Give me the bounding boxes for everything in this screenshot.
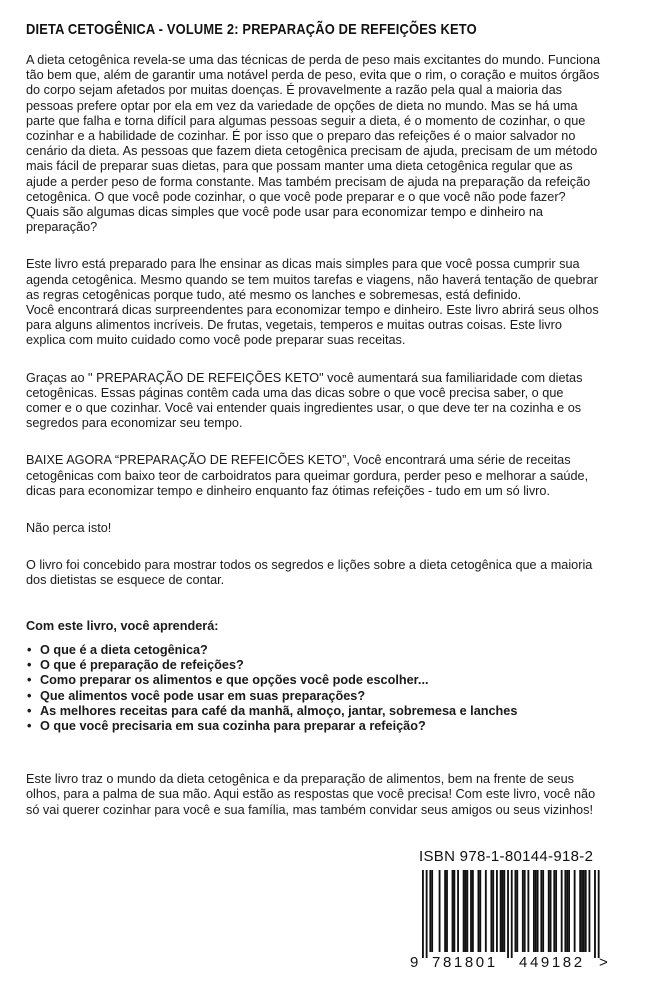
barcode-bar	[457, 870, 459, 952]
barcode-bar	[527, 870, 529, 952]
barcode-bar	[453, 870, 455, 952]
barcode-bar	[522, 870, 524, 952]
barcode-bar	[511, 870, 513, 958]
list-item: • Como preparar os alimentos e que opções você pode escolher...	[27, 673, 429, 688]
barcode-bar	[470, 870, 472, 952]
barcode-bar	[598, 870, 600, 958]
barcode-bar	[479, 870, 481, 952]
barcode-bar	[431, 870, 433, 952]
barcode-bar	[574, 870, 576, 952]
book-title: DIETA CETOGÊNICA - VOLUME 2: PREPARAÇÃO DE REFEIÇÕES KETO	[26, 21, 477, 38]
barcode-digits-right: 449182	[519, 954, 585, 971]
description-body	[26, 53, 601, 818]
barcode-digits-left: 781801	[432, 954, 498, 971]
barcode-bar	[429, 870, 431, 952]
barcode-bar	[492, 870, 494, 952]
barcode-bar	[561, 870, 563, 952]
barcode-bar	[553, 870, 555, 952]
paragraph-dont-miss: Não perca isto!	[26, 521, 112, 536]
barcode-bar	[594, 870, 596, 958]
bullet-icon: •	[27, 673, 32, 688]
paragraph-familiarity: Graças ao " PREPARAÇÃO DE REFEIÇÕES KETO" você aumentará sua familiaridade com dietas cetogênicas. Essas páginas contêm cada uma das dicas sobre o que você precisa saber, o que comer e o que cozinhar. Você vai entender quais ingredientes usar, o que deve ter na cozinha e os segredos para economizar seu tempo.	[26, 370, 583, 431]
learn-list	[26, 643, 601, 734]
barcode-bar	[516, 870, 518, 952]
list-item: • O que é a dieta cetogênica?	[27, 642, 208, 657]
bullet-icon: •	[27, 688, 32, 703]
isbn-label: ISBN 978-1-80144-918-2	[419, 848, 594, 865]
barcode-arrow: >	[599, 954, 608, 971]
barcode-bar	[485, 870, 487, 952]
barcode-bar	[585, 870, 587, 952]
barcode-bar	[426, 870, 428, 958]
barcode-bar	[422, 870, 424, 958]
barcode-bar	[550, 870, 552, 952]
paragraph-download-now: BAIXE AGORA “PREPARAÇÃO DE REFEICÕES KETO”, Você encontrará uma série de receitas cetogênicas com baixo teor de carboidratos para queimar gordura, perder peso e melhorar a saúde, dicas para economizar tempo e dinheiro enquanto faz ótimas refeições - tudo em um só livro.	[26, 453, 589, 498]
barcode-bar	[452, 870, 454, 952]
barcode-bar	[537, 870, 539, 952]
barcode-bar	[439, 870, 441, 952]
barcode-bar	[472, 870, 474, 952]
paragraph-intro: A dieta cetogênica revela-se uma das técnicas de perda de peso mais excitantes do mundo. Funciona tão bem que, além de garantir uma notável perda de peso, evita que o rim, o coração e muitos órgãos do corpo sejam afetados por muitas doenças. É provavelmente a razão pela qual a maioria das pessoas prefere optar por ela em vez da variedade de opções de dieta no mundo. Mas se há uma parte que falha e torna difícil para algumas pessoas seguir a dieta, é o momento de cozinhar, o que cozinhar e a habilidade de cozinhar. É por isso que o preparo das refeições é o maior salvador no cenário da dieta. As pessoas que fazem dieta cetogênica precisam de ajuda, precisam de um método mais fácil de preparar suas dietas, para que possam manter uma dieta cetogênica regular que as ajude a perder peso de forma constante. Mas também precisam de ajuda na preparação da refeição cetogênica. O que você pode cozinhar, o que você pode preparar e o que você não pode fazer? Quais são algumas dicas simples que você pode usar para economizar tempo e dinheiro na preparação?	[26, 53, 601, 235]
list-item: • As melhores receitas para café da manhã, almoço, jantar, sobremesa e lanches	[27, 703, 518, 718]
barcode-bar	[478, 870, 480, 952]
barcode-bar	[500, 870, 502, 952]
barcode-bar	[540, 870, 542, 952]
barcode-bar	[496, 870, 498, 952]
bullet-icon: •	[27, 658, 32, 673]
isbn-barcode	[409, 868, 611, 971]
barcode-bar	[579, 870, 581, 952]
barcode-bar	[463, 870, 465, 952]
barcode-bar	[548, 870, 550, 952]
barcode-bar	[542, 870, 544, 952]
barcode-bar	[524, 870, 526, 952]
barcode-bar	[503, 870, 505, 952]
barcode-bar	[533, 870, 535, 952]
barcode-bar	[502, 870, 504, 952]
barcode-bar	[515, 870, 517, 952]
barcode-bar	[535, 870, 537, 952]
bullet-icon: •	[27, 642, 32, 657]
paragraph-closing: Este livro traz o mundo da dieta cetogênica e da preparação de alimentos, bem na frente de seus olhos, para a palma de sua mão. Aqui estão as respostas que você precisa! Com este livro, você não só vai querer cozinhar para você e sua família, mas também convidar seus amigos ou seus vizinhos!	[26, 772, 596, 817]
list-item: • O que você precisaria em sua cozinha para preparar a refeição?	[27, 718, 426, 733]
bullet-icon: •	[27, 703, 32, 718]
paragraph-book-purpose: Este livro está preparado para lhe ensinar as dicas mais simples para que você possa cumprir sua agenda cetogênica. Mesmo quando se tem muitos tarefas e viagens, não haverá tentação de quebrar as regras cetogênicas porque tudo, até mesmo os lanches e sobremesas, está definido.	[26, 257, 599, 302]
barcode-bar	[589, 870, 591, 952]
barcode-bar	[465, 870, 467, 952]
bullet-icon: •	[27, 718, 32, 733]
barcode-bar	[564, 870, 566, 952]
paragraph-tips: Você encontrará dicas surpreendentes para economizar tempo e dinheiro. Este livro abrirá seus olhos para alguns alimentos incríveis. De frutas, vegetais, temperos e muitas outras coisas. Este livro explica com muito cuidado como você pode preparar suas receitas.	[26, 303, 599, 348]
list-item: • O que é preparação de refeições?	[27, 658, 244, 673]
paragraph-secrets: O livro foi concebido para mostrar todos os segredos e lições sobre a dieta cetogênica que a maioria dos dietistas se esquece de contar.	[26, 558, 593, 588]
learn-heading: Com este livro, você aprenderá:	[26, 618, 219, 633]
barcode-digit-lead: 9	[410, 954, 419, 971]
barcode-bar	[566, 870, 568, 952]
barcode-bar	[490, 870, 492, 952]
barcode-bar	[466, 870, 468, 952]
barcode-bar	[568, 870, 570, 952]
barcode-bar	[507, 870, 509, 958]
barcode-bar	[555, 870, 557, 952]
barcode-bar	[581, 870, 583, 952]
barcode-bar	[583, 870, 585, 952]
list-item: • Que alimentos você pode usar em suas preparações?	[27, 688, 366, 703]
barcode-bar	[446, 870, 448, 952]
barcode-bar	[444, 870, 446, 952]
